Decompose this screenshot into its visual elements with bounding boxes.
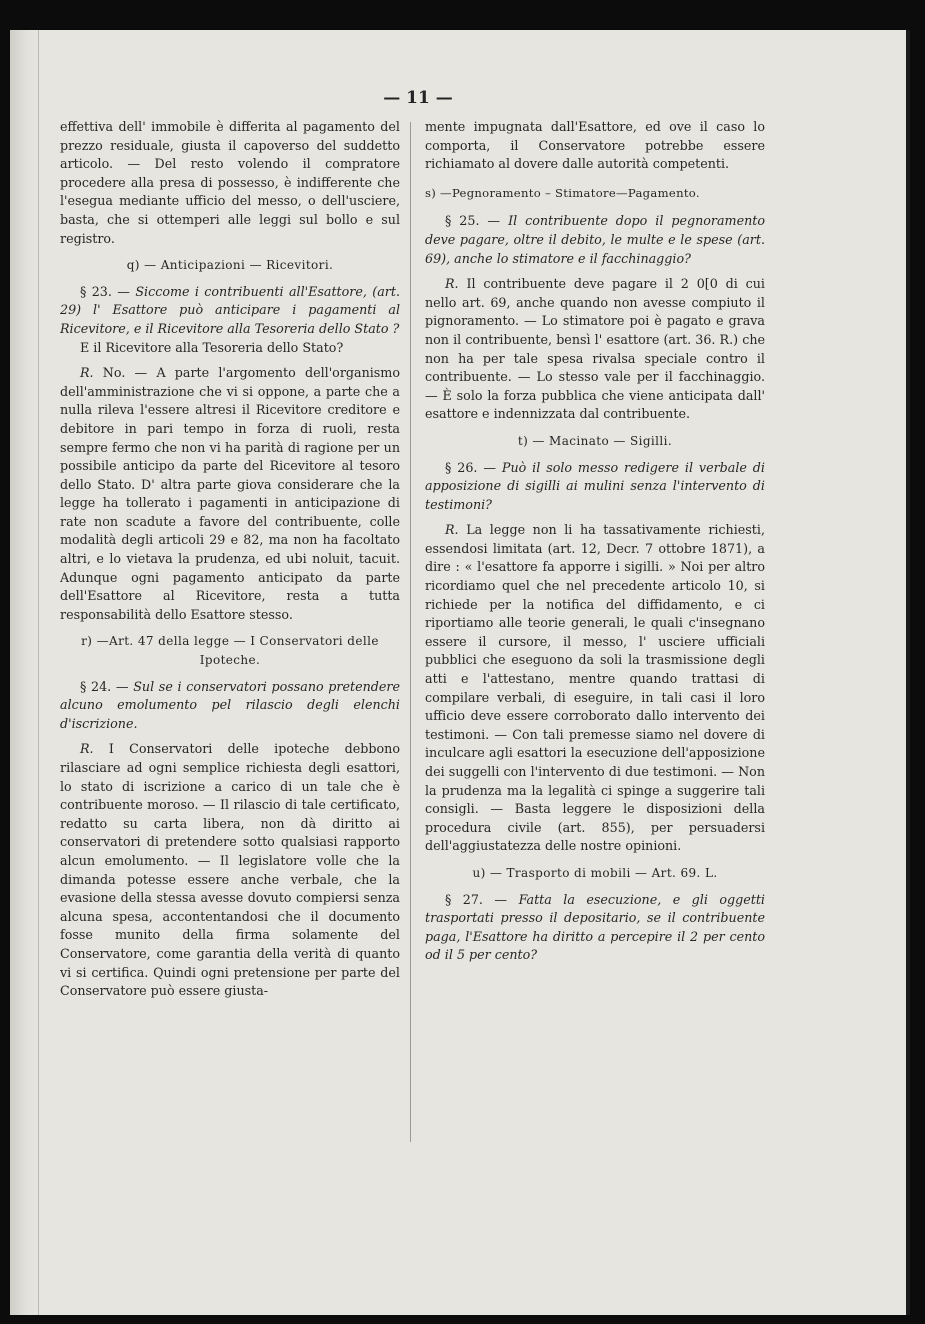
answer-text: I Conservatori delle ipoteche debbono rilasciare ad ogni semplice richiesta degli esattori, lo stato di iscrizione a carico di un tale che è contribuente moroso. — Il rilascio di tale certificato, redatto su carta libera, non dà diritto ai conservatori di pretendere sotto qualsiasi rapporto alcun emolumento. — Il legislatore volle che la dimanda potesse essere anche verbale, che la evasione della stessa avesse dovuto compiersi senza alcuna spesa, accontentandosi che il documento fosse munito della firma solamente del Conservatore, come garantia della verità di quanto vi si certifica. Quindi ogni pretensione per parte del Conservatore può essere giusta- [60, 741, 400, 999]
document-page [10, 30, 910, 1315]
question-text: Può il solo messo redigere il verbale di apposizione di sigilli ai mulini senza l'intervento di testimoni? [425, 459, 765, 512]
question-text: Il contribuente dopo il pegnoramento deve pagare, oltre il debito, le multe e le spese (art. 69), anche lo stimatore e il facchinaggio? [425, 213, 765, 266]
question-text: Fatta la esecuzione, e gli oggetti trasportati presso il depositario, se il contribuente paga, l'Esattore ha diritto a percepire il 2 per cento od il 5 per cento? [425, 891, 765, 963]
answer-text: No. — A parte l'argomento dell'organismo dell'amministrazione che vi si oppone, a parte che a nulla rileva l'essere altresi il Ricevitore creditore e debitore in pari tempo in forza di ruoli, resta sempre fermo che non vi ha parità di ragione per un possibile anticipo da parte del Ricevitore al tesoro dello Stato. D' altra parte giova considerare che la legge ha tollerato i pagamenti in anticipazione di rate non scadute a favore del contribuente, colle modalità degli articoli 29 e 82, ma non ha facoltato altri, e lo vietava la prudenza, ed ubi noluit, tacuit. Adunque ogni pagamento anticipato da parte dell'Esattore al Ricevitore, resta a tutta responsabilità dello Esattore stesso. [60, 365, 400, 622]
left-column [60, 118, 400, 1001]
body-paragraph: mente impugnata dall'Esattore, ed ove il caso lo comporta, il Conservatore potrebbe essere richiamato al dovere dalle autorità competenti. [425, 119, 765, 172]
section-question [425, 459, 765, 515]
page-binding-edge [10, 30, 39, 1315]
question-text: Sul se i conservatori possano pretendere alcuno emolumento pel rilascio degli elenchi d'iscrizione. [60, 678, 400, 731]
answer-paragraph [60, 740, 400, 1000]
right-column [425, 118, 765, 965]
answer-marker: R. [445, 522, 459, 538]
section-question [60, 283, 400, 339]
answer-paragraph [425, 275, 765, 424]
section-number: § 24. — [80, 678, 129, 694]
section-question [60, 678, 400, 734]
section-heading: s) —Pegnoramento – Stimatore—Pagamento. [425, 185, 700, 200]
page-right-edge [906, 30, 910, 1315]
section-heading: t) — Macinato — Sigilli. [517, 433, 673, 448]
section-heading: q) — Anticipazioni — Ricevitori. [126, 258, 334, 273]
section-heading: r) —Art. 47 della legge — I Conservatori delle Ipoteche. [81, 634, 379, 668]
answer-paragraph [425, 521, 765, 856]
section-number: § 25. — [445, 213, 501, 229]
body-paragraph: effettiva dell' immobile è differita al pagamento del prezzo residuale, giusta il capoverso del suddetto articolo. — Del resto volendo il compratore procedere alla presa di possesso, è indifferente che l'esegua mediante ufficio del messo, o dell'usciere, basta, che si ottemperi alle leggi sul bollo e sul registro. [60, 119, 400, 246]
answer-text: La legge non li ha tassativamente richiesti, essendosi limitata (art. 12, Decr. 7 ottobre 1871), a dire : « l'esattore fa apporre i sigilli. » Noi per altro ricordiamo quel che nel precedente articolo 10, si richiede per la notifica del diffidamento, e ci riportiamo alle teorie generali, le quali c'insegnano essere il cursore, il messo, l' usciere ufficiali pubblici che eseguono da soli la trasmissione degli atti e l'attestano, mentre quando trattasi di compilare verbali, di eseguire, in tali casi il loro ufficio deve essere corroborato dallo intervento dei testimoni. — Con tali premesse siamo nel dovere di inculcare agli esattori la esecuzione dell'apposizione dei suggelli con l'intervento di due testimoni. — Non la prudenza ma la legalità ci spinge a suggerire tali consigli. — Basta leggere le disposizioni della procedura civile (art. 855), per persuadersi dell'aggiustatezza delle nostre opinioni. [425, 522, 765, 854]
page-number: — 11 — [383, 88, 453, 108]
section-number: § 27. — [445, 891, 508, 907]
column-divider [410, 122, 411, 1142]
answer-paragraph [60, 364, 400, 624]
question-text: Siccome i contribuenti all'Esattore, (art. 29) l' Esattore può anticipare i pagamenti al Ricevitore, e il Ricevitore alla Tesoreria dello Stato ? [60, 283, 400, 336]
section-number: § 23. — [80, 283, 130, 299]
section-question [425, 212, 765, 268]
section-number: § 26. — [445, 459, 497, 475]
answer-marker: R. [80, 365, 94, 381]
answer-marker: R. [80, 741, 94, 757]
answer-text: Il contribuente deve pagare il 2 0[0 di cui nello art. 69, anche quando non avesse compiuto il pignoramento. — Lo stimatore poi è pagato e grava non il contribuente, bensì l' esattore (art. 36. R.) che non ha per tale spesa rivalsa speciale contro il contribuente. — Lo stesso vale per il facchinaggio. — È solo la forza pubblica che viene anticipata dall' esattore e indennizzata dal contribuente. [425, 276, 765, 422]
answer-marker: R. [445, 276, 459, 292]
section-question [425, 891, 765, 965]
body-paragraph: E il Ricevitore alla Tesoreria dello Stato? [80, 339, 344, 355]
section-heading: u) — Trasporto di mobili — Art. 69. L. [472, 865, 718, 880]
